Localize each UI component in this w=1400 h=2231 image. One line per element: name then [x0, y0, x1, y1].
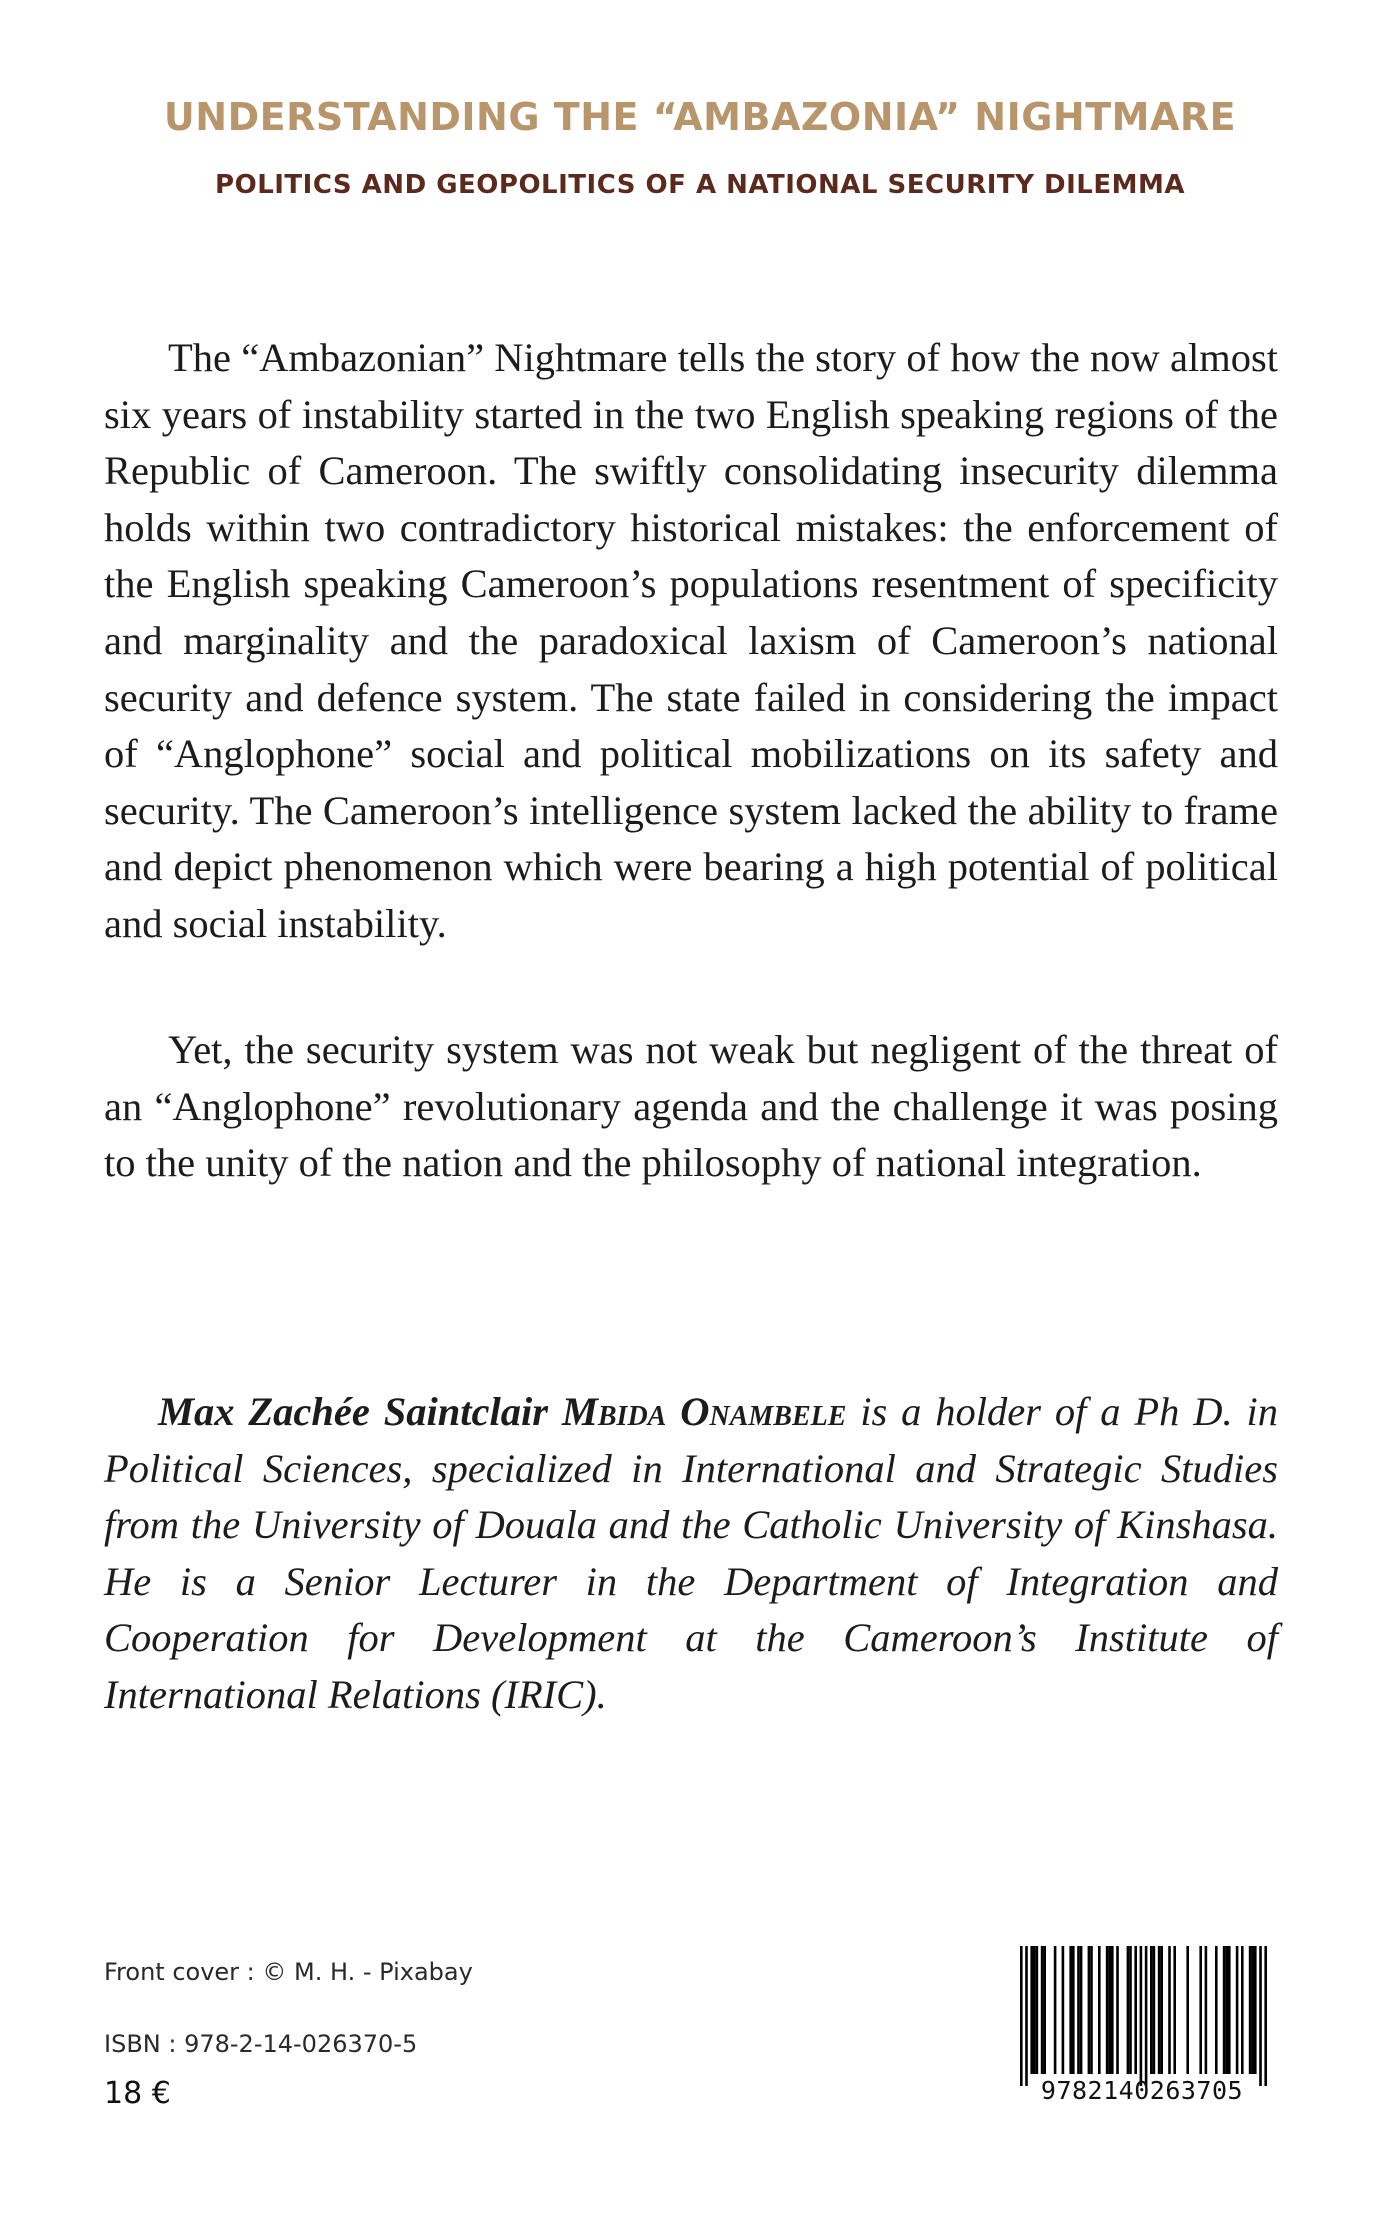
barcode-bar	[1106, 1946, 1109, 2074]
barcode-bar	[1223, 1946, 1226, 2074]
barcode-bar	[1225, 1946, 1228, 2074]
barcode-bar	[1259, 1946, 1262, 2086]
barcode-bar	[1111, 1946, 1114, 2074]
barcode-bar	[1186, 1946, 1189, 2074]
cover-credit: Front cover : © M. H. - Pixabay	[104, 1958, 473, 1986]
author-bio	[104, 1384, 1278, 1724]
barcode-bar	[1025, 1946, 1028, 2086]
barcode-bar	[1168, 1946, 1171, 2074]
book-subtitle: POLITICS AND GEOPOLITICS OF A NATIONAL SECURITY DILEMMA	[215, 170, 1185, 200]
barcode-bar	[1134, 1946, 1137, 2074]
barcode-bar	[1236, 1946, 1239, 2074]
barcode-digits: 9782140263705	[1040, 2076, 1244, 2105]
barcode-bar	[1199, 1946, 1202, 2074]
barcode-bar	[1140, 1946, 1143, 2086]
barcode-bar	[1205, 1946, 1208, 2074]
barcode-bar	[1054, 1946, 1057, 2074]
barcode-bar	[1069, 1946, 1072, 2074]
barcode-bar	[1098, 1946, 1101, 2074]
barcode-bar	[1129, 1946, 1132, 2074]
barcode-bar	[1108, 1946, 1111, 2074]
barcode-bar	[1173, 1946, 1176, 2074]
barcode-bar	[1036, 1946, 1039, 2074]
barcode-bar	[1158, 1946, 1161, 2074]
barcode-bar	[1020, 1946, 1023, 2086]
barcode-bar	[1033, 1946, 1036, 2074]
barcode-bar	[1127, 1946, 1130, 2074]
barcode-bar	[1116, 1946, 1119, 2074]
barcode-bar	[1228, 1946, 1231, 2074]
barcode-bar	[1251, 1946, 1254, 2074]
barcode-bar	[1249, 1946, 1252, 2074]
barcode-bar	[1072, 1946, 1075, 2074]
barcode-bar	[1254, 1946, 1257, 2074]
barcode-bar	[1145, 1946, 1148, 2086]
barcode-bar	[1215, 1946, 1218, 2074]
barcode-bar	[1241, 1946, 1244, 2074]
barcode-bar	[1088, 1946, 1091, 2074]
barcode-bar	[1041, 1946, 1044, 2074]
author-given-name: Max Zachée Saintclair	[158, 1389, 562, 1434]
book-title: UNDERSTANDING THE “AMBAZONIA” NIGHTMARE	[163, 95, 1237, 139]
barcode-bar	[1030, 1946, 1033, 2074]
summary-paragraph-1: The “Ambazonian” Nightmare tells the story of how the now almost six years of instability started in the two English speaking regions of the Republic of Cameroon. The swiftly consolidating insecurity dilemma holds within two contradictory historical mistakes: the enforcement of the English speaking Cameroon’s populations resentment of specificity and marginality and the paradoxical laxism of Cameroon’s national security and defence system. The state failed in considering the impact of “Anglophone” social and political mobilizations on its safety and security. The Cameroon’s intelligence system lacked the ability to frame and depict phenomenon which were bearing a high potential of political and social instability.	[104, 335, 1278, 946]
barcode-bar	[1153, 1946, 1156, 2074]
price: 18 €	[104, 2076, 171, 2111]
barcode-bars	[1004, 1946, 1280, 2096]
barcode-bar	[1090, 1946, 1093, 2074]
author-family-name: Mbida Onambele	[561, 1389, 847, 1434]
author-bio-text: is a holder of a Ph D. in Political Sciences, specialized in International and Strategic Studies from the University of Douala and the Catholic University of Kinshasa. He is a Senior Lecturer in the Department of Integration and Cooperation for Development at the Cameroon’s Institute of International Relations (IRIC).	[104, 1389, 1279, 1717]
barcode-bar	[1077, 1946, 1080, 2074]
barcode-bar	[1080, 1946, 1083, 2074]
barcode-bar	[1062, 1946, 1065, 2074]
summary-paragraph-2: Yet, the security system was not weak but negligent of the threat of an “Anglophone” revolutionary agenda and the challenge it was posing to the unity of the nation and the philosophy of national integration.	[104, 1027, 1278, 1186]
barcode-bar	[1150, 1946, 1153, 2074]
barcode-bar	[1160, 1946, 1163, 2074]
barcode-bar	[1264, 1946, 1267, 2086]
barcode-bar	[1043, 1946, 1046, 2074]
barcode	[1004, 1946, 1280, 2126]
isbn: ISBN : 978-2-14-026370-5	[104, 2030, 418, 2058]
